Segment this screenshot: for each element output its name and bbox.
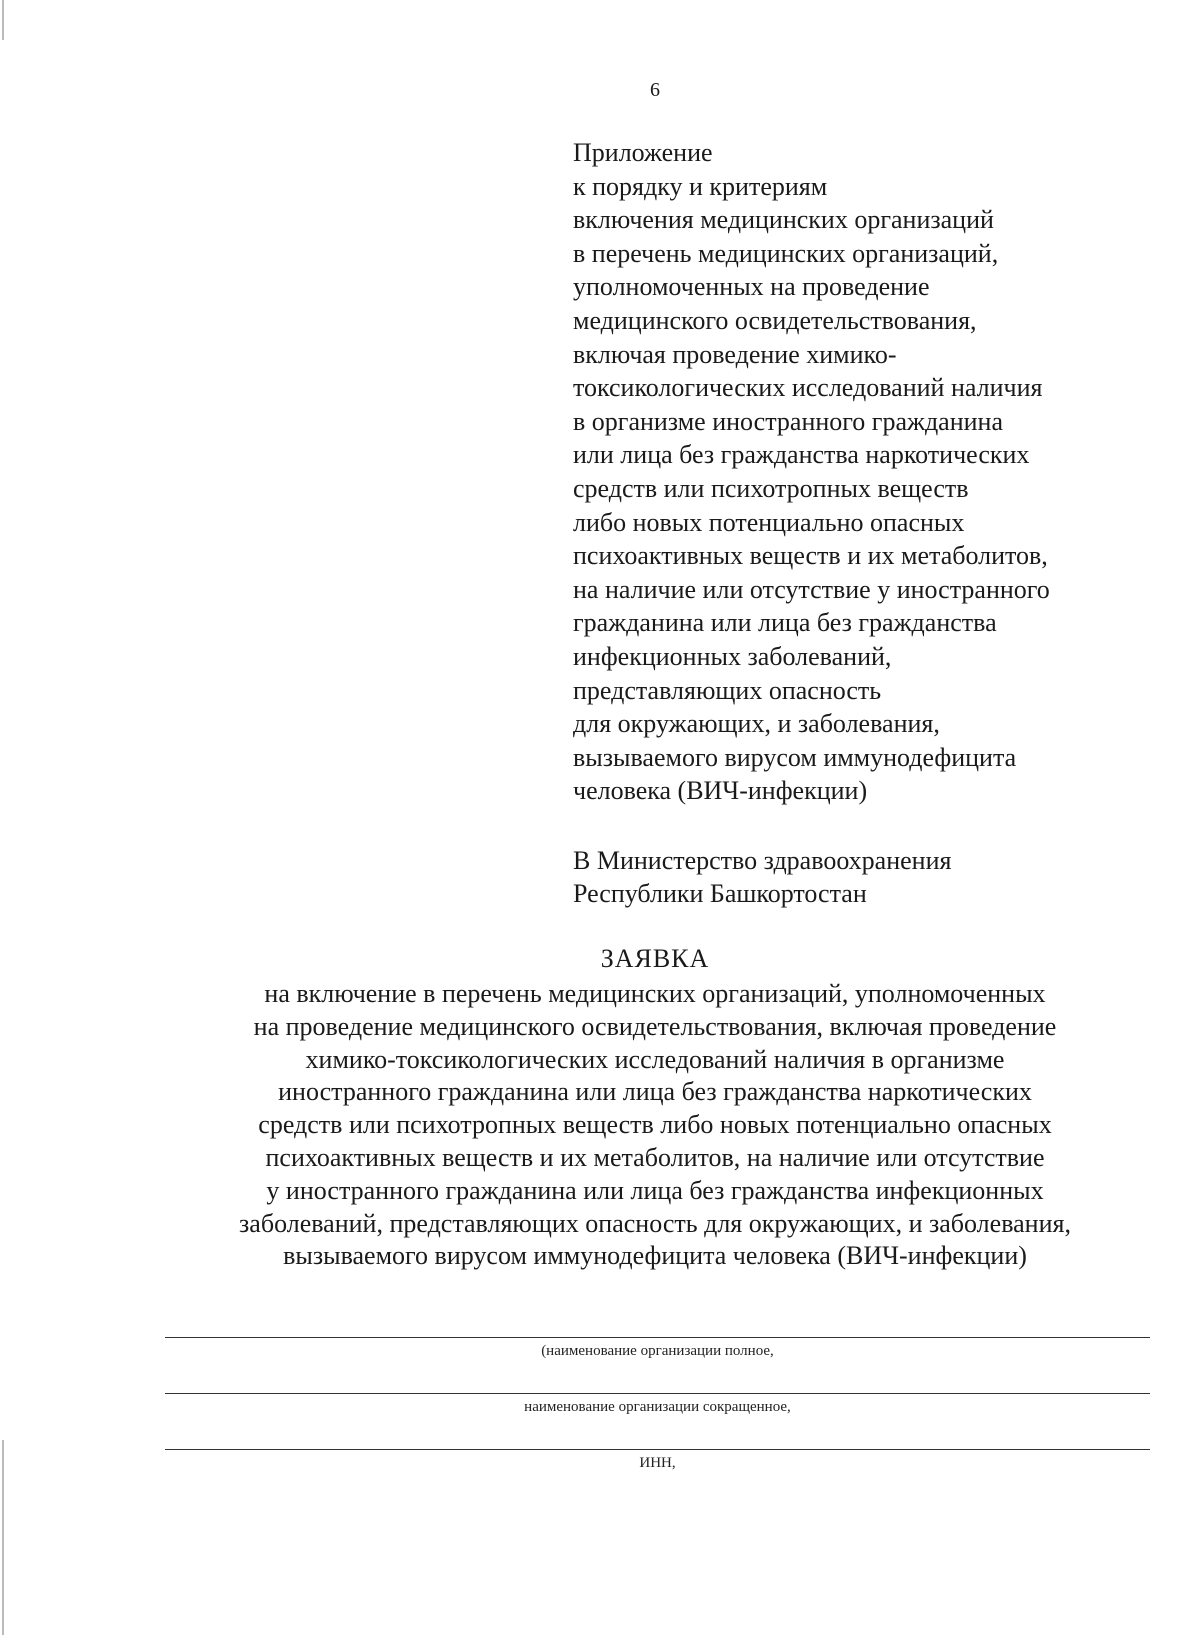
org-full-name-field[interactable] <box>165 1337 1150 1338</box>
appendix-line: гражданина или лица без гражданства <box>573 608 997 638</box>
inn-caption: ИНН, <box>639 1455 676 1471</box>
appendix-line: либо новых потенциально опасных <box>573 507 965 537</box>
scan-edge-mark <box>2 0 4 40</box>
inn-field[interactable] <box>165 1449 1150 1450</box>
org-short-name-field[interactable] <box>165 1393 1150 1394</box>
subtitle-line: у иностранного гражданина или лица без гражданства инфекционных <box>266 1175 1044 1205</box>
appendix-line: в перечень медицинских организаций, <box>573 238 999 268</box>
appendix-line: инфекционных заболеваний, <box>573 641 892 671</box>
document-subtitle <box>150 978 1160 1273</box>
appendix-header <box>573 136 1193 808</box>
org-full-name-caption: (наименование организации полное, <box>541 1343 774 1359</box>
subtitle-line: химико-токсикологических исследований наличия в организме <box>305 1044 1005 1074</box>
org-short-name-caption: наименование организации сокращенное, <box>524 1399 791 1415</box>
appendix-line: человека (ВИЧ-инфекции) <box>573 776 868 806</box>
subtitle-line: на включение в перечень медицинских организаций, уполномоченных <box>264 979 1046 1008</box>
appendix-line: включая проведение химико- <box>573 339 897 369</box>
appendix-line: психоактивных веществ и их метаболитов, <box>573 541 1048 571</box>
subtitle-line: вызываемого вирусом иммунодефицита человека (ВИЧ-инфекции) <box>283 1241 1027 1271</box>
subtitle-line: иностранного гражданина или лица без гражданства наркотических <box>278 1077 1032 1107</box>
document-title: ЗАЯВКА <box>600 944 710 973</box>
subtitle-line: средств или психотропных веществ либо новых потенциально опасных <box>258 1110 1052 1140</box>
addressee <box>573 844 1193 910</box>
appendix-line: токсикологических исследований наличия <box>573 373 1043 403</box>
appendix-line: уполномоченных на проведение <box>573 272 930 302</box>
appendix-line: Приложение <box>573 138 713 167</box>
subtitle-line: заболеваний, представляющих опасность для окружающих, и заболевания, <box>239 1208 1071 1238</box>
appendix-line: представляющих опасность <box>573 675 882 705</box>
appendix-line: включения медицинских организаций <box>573 205 994 235</box>
scan-edge-mark <box>2 1440 4 1635</box>
page-number: 6 <box>650 79 660 101</box>
appendix-line: вызываемого вирусом иммунодефицита <box>573 742 1017 772</box>
appendix-line: в организме иностранного гражданина <box>573 406 1004 436</box>
addressee-line: Республики Башкортостан <box>573 879 867 908</box>
subtitle-line: психоактивных веществ и их метаболитов, на наличие или отсутствие <box>265 1142 1045 1172</box>
addressee-line: В Министерство здравоохранения <box>573 846 952 875</box>
appendix-line: для окружающих, и заболевания, <box>573 709 940 739</box>
appendix-line: к порядку и критериям <box>573 171 828 201</box>
appendix-line: медицинского освидетельствования, <box>573 305 977 335</box>
subtitle-line: на проведение медицинского освидетельствования, включая проведение <box>253 1011 1057 1041</box>
appendix-line: или лица без гражданства наркотических <box>573 440 1030 470</box>
appendix-line: на наличие или отсутствие у иностранного <box>573 574 1050 604</box>
appendix-line: средств или психотропных веществ <box>573 473 969 503</box>
